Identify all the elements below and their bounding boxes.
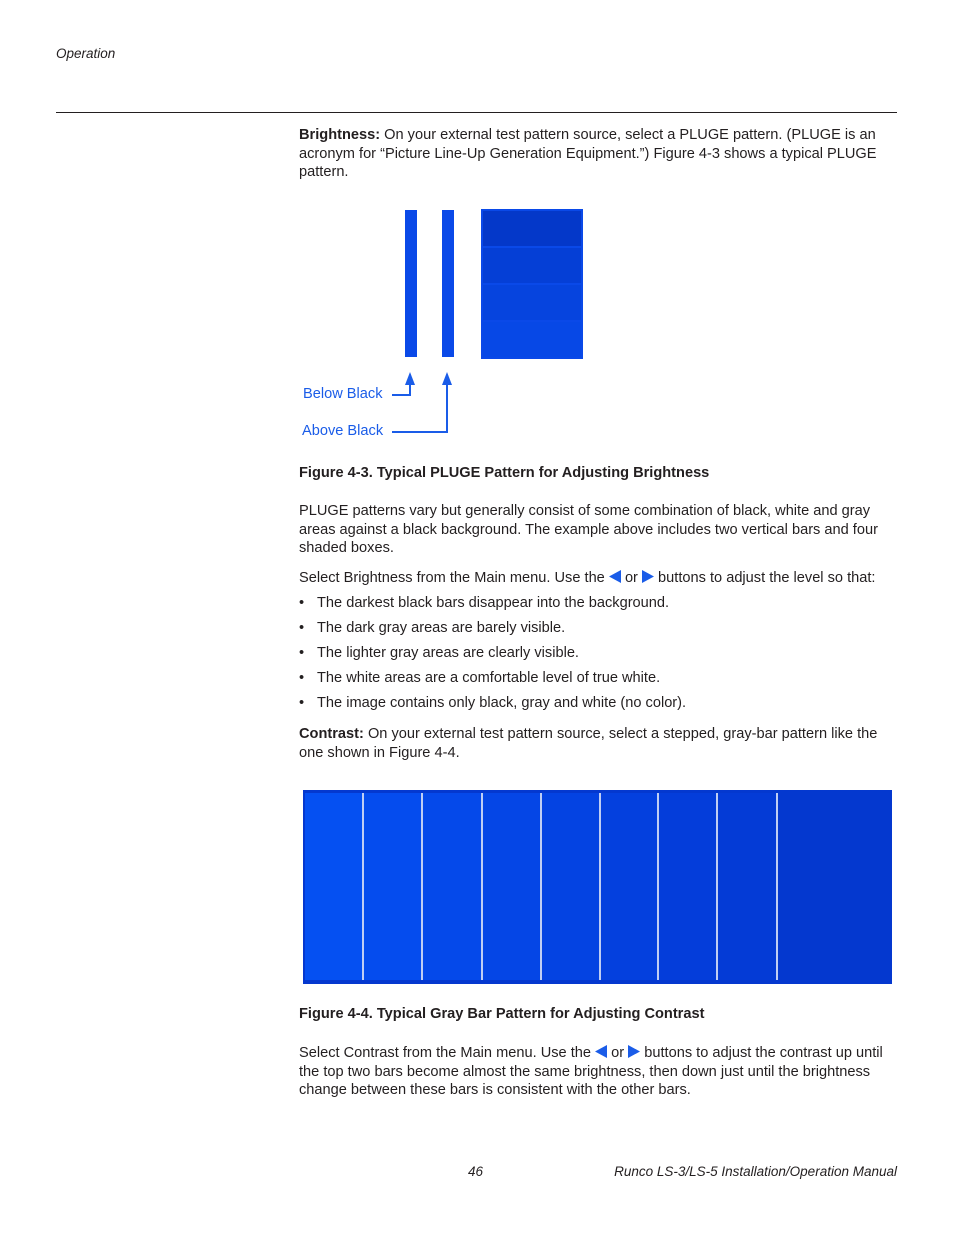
gray-bar-8: [718, 793, 776, 980]
shaded-box-2: [483, 248, 581, 283]
brightness-text: On your external test pattern source, select a PLUGE pattern. (PLUGE is an acronym for “Picture Line-Up Generation Equipment.”) Figure 4-3 shows a typical PLUGE pattern.: [299, 127, 877, 181]
gray-bar-6: [601, 793, 657, 980]
above-black-arrowhead: [442, 372, 452, 385]
select-contrast-paragraph: Select Contrast from the Main menu. Use the or buttons to adjust the contrast up until the top two bars become almost the same brightness, then down just until the brightness change between these bars is consistent with the other bars.: [299, 1045, 883, 1099]
contrast-paragraph: [299, 725, 899, 762]
list-item: • The lighter gray areas are clearly visible.: [299, 645, 579, 661]
contrast-term: Contrast:: [299, 726, 364, 742]
left-arrow-icon: [609, 570, 621, 583]
left-arrow-icon: [595, 1045, 607, 1058]
below-black-arrowhead: [405, 372, 415, 385]
right-arrow-icon: [628, 1045, 640, 1058]
gray-bar-figure: [303, 790, 892, 984]
below-black-bar: [405, 210, 417, 357]
figure4-caption: Figure 4-4. Typical Gray Bar Pattern for Adjusting Contrast: [299, 1006, 705, 1022]
list-item: • The white areas are a comfortable level of true white.: [299, 670, 661, 686]
select-brightness-paragraph: Select Brightness from the Main menu. Use the or buttons to adjust the level so that:: [299, 570, 876, 586]
gray-bar-2: [364, 793, 421, 980]
brightness-paragraph: [299, 126, 899, 182]
pluge-figure: [295, 205, 595, 450]
header-rule: [56, 112, 897, 113]
gray-bar-7: [659, 793, 716, 980]
gray-bar-3: [423, 793, 481, 980]
above-black-leader: [392, 383, 447, 432]
page-number: 46: [468, 1164, 484, 1179]
shaded-box-4: [483, 322, 581, 357]
list-item: • The darkest black bars disappear into the background.: [299, 595, 670, 611]
list-item: • The image contains only black, gray and white (no color).: [299, 695, 687, 711]
gray-bar-4: [483, 793, 540, 980]
below-black-label: Below Black: [303, 386, 383, 402]
shaded-box-1: [483, 211, 581, 246]
brightness-term: Brightness:: [299, 127, 381, 143]
manual-title: Runco LS-3/LS-5 Installation/Operation Manual: [614, 1164, 897, 1179]
shaded-box-3: [483, 285, 581, 320]
section-label: Operation: [56, 46, 116, 61]
contrast-text: On your external test pattern source, select a stepped, gray-bar pattern like the one shown in Figure 4-4.: [299, 726, 878, 761]
figure3-caption: Figure 4-3. Typical PLUGE Pattern for Adjusting Brightness: [299, 465, 710, 481]
gray-bar-5: [542, 793, 599, 980]
pluge-paragraph: PLUGE patterns vary but generally consist of some combination of black, white and gray areas against a black background. The example above includes two vertical bars and four shaded boxes.: [299, 503, 878, 557]
above-black-bar: [442, 210, 454, 357]
gray-bar-9: [778, 793, 889, 980]
above-black-label: Above Black: [302, 423, 384, 439]
list-item: • The dark gray areas are barely visible.: [299, 620, 566, 636]
gray-bar-1: [305, 793, 362, 980]
right-arrow-icon: [642, 570, 654, 583]
